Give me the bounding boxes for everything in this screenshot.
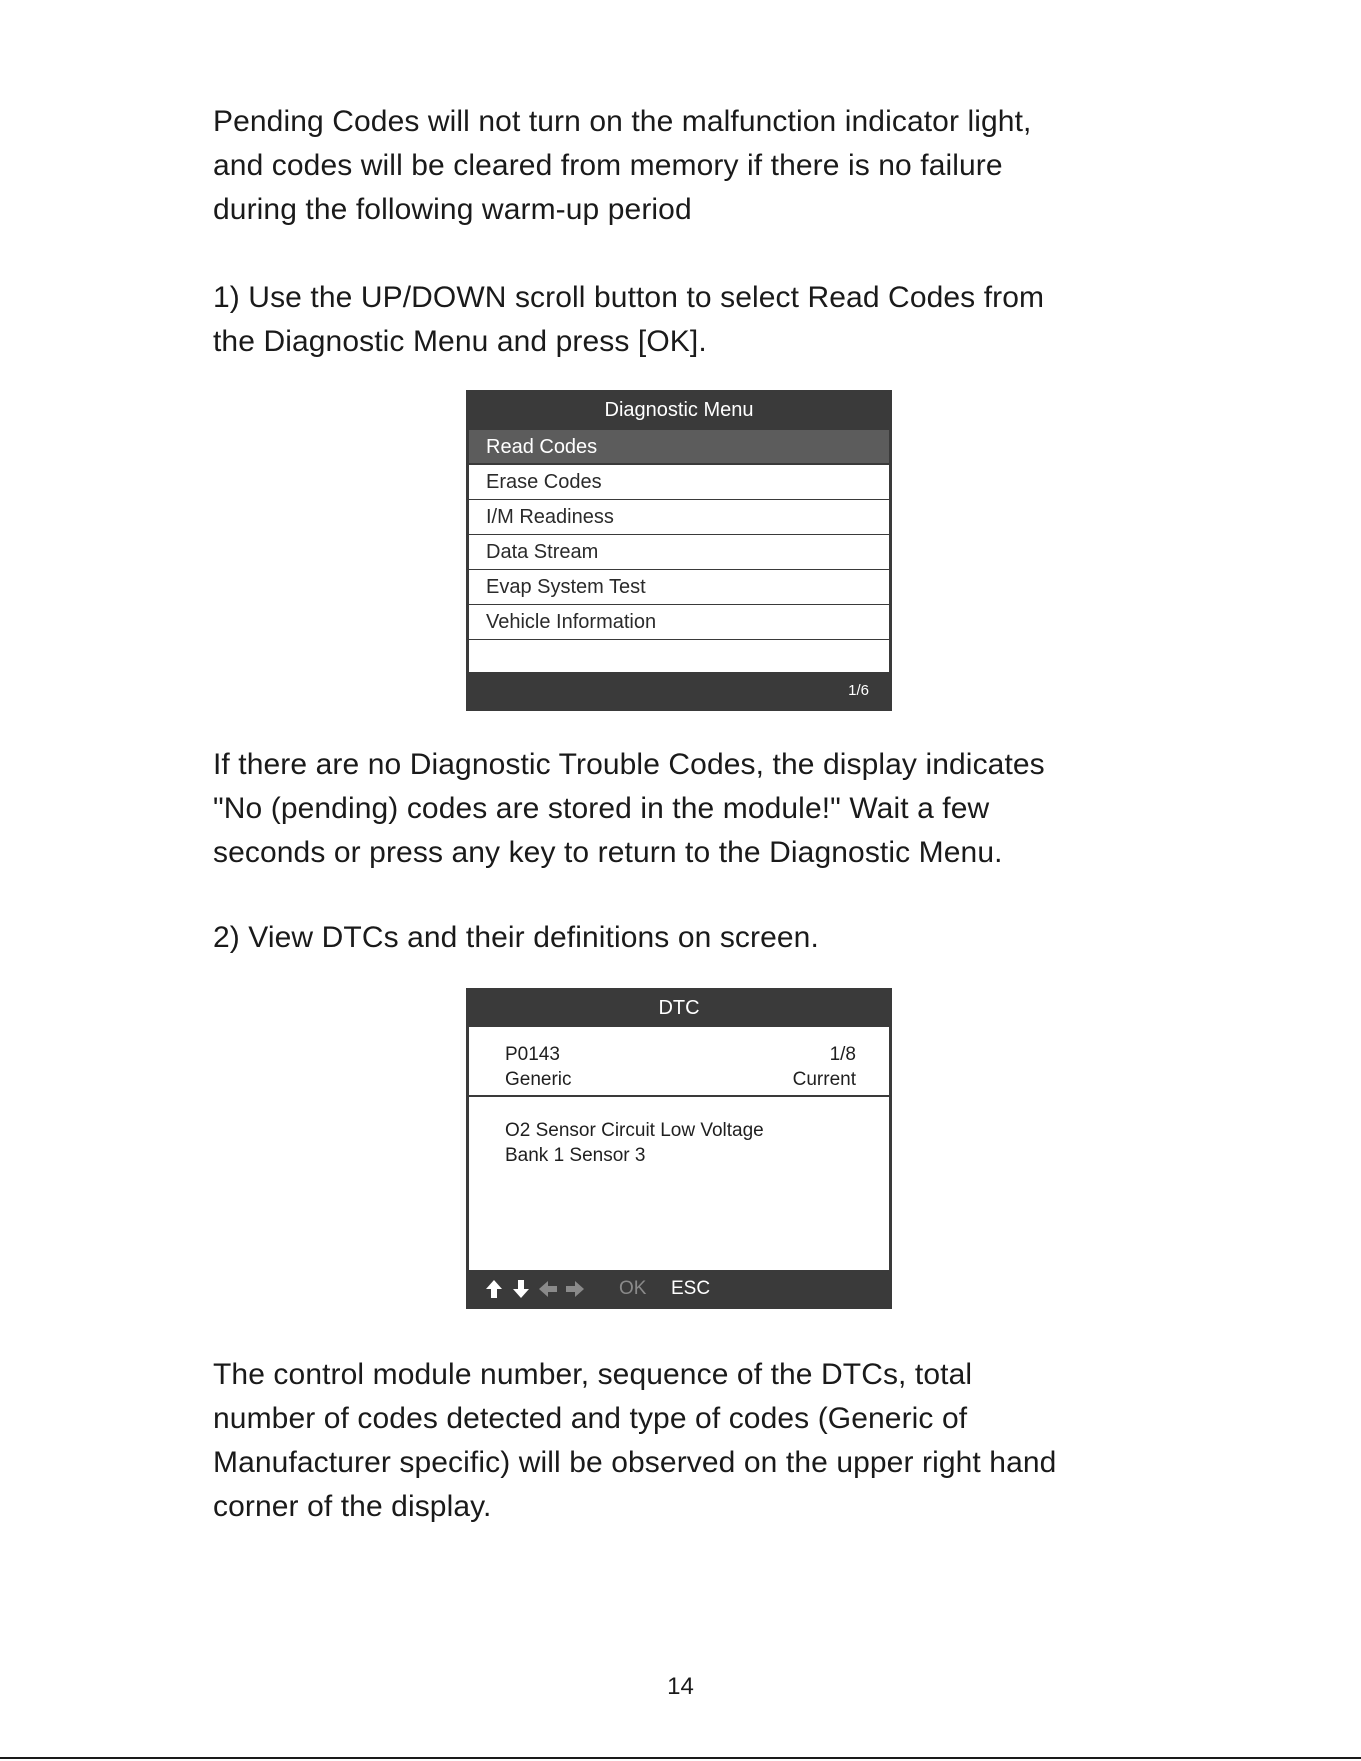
closing-paragraph [213, 1353, 1173, 1529]
menu-item-evap-system-test[interactable]: Evap System Test [469, 570, 889, 605]
arrow-left-icon[interactable] [537, 1278, 559, 1300]
text-line: 1) Use the UP/DOWN scroll button to select Read Codes from [213, 281, 1045, 314]
page-number: 14 [667, 1673, 694, 1700]
menu-item-data-stream[interactable]: Data Stream [469, 535, 889, 570]
no-codes-paragraph [213, 743, 1173, 875]
dtc-footer [466, 1270, 892, 1306]
screen-title: DTC [466, 988, 892, 1027]
page-indicator: 1/6 [848, 682, 869, 699]
arrow-right-icon[interactable] [564, 1278, 586, 1300]
menu-item-empty [469, 640, 889, 674]
menu-list [469, 430, 889, 674]
screen-footer [466, 672, 892, 708]
dtc-code: P0143 [505, 1044, 560, 1065]
menu-item-vehicle-information[interactable]: Vehicle Information [469, 605, 889, 640]
text-line: 2) View DTCs and their definitions on screen. [213, 921, 819, 954]
text-line: The control module number, sequence of the DTCs, total [213, 1358, 973, 1391]
step-1-instruction [213, 276, 1173, 364]
arrow-up-icon[interactable] [483, 1278, 505, 1300]
bottom-rule [0, 1757, 1361, 1759]
text-line: corner of the display. [213, 1490, 492, 1523]
menu-item-erase-codes[interactable]: Erase Codes [469, 465, 889, 500]
dtc-definition [469, 1097, 889, 1168]
text-line: Manufacturer specific) will be observed on the upper right hand [213, 1446, 1057, 1479]
text-line: Pending Codes will not turn on the malfunction indicator light, [213, 105, 1032, 138]
screen-title: Diagnostic Menu [466, 390, 892, 430]
ok-key[interactable]: OK [619, 1278, 647, 1299]
intro-paragraph [213, 100, 1173, 232]
dtc-sequence: 1/8 [829, 1044, 856, 1065]
menu-item-im-readiness[interactable]: I/M Readiness [469, 500, 889, 535]
definition-line: Bank 1 Sensor 3 [505, 1145, 646, 1166]
text-line: If there are no Diagnostic Trouble Codes, the display indicates [213, 748, 1045, 781]
text-line: number of codes detected and type of codes (Generic of [213, 1402, 968, 1435]
dtc-status: Current [792, 1069, 856, 1090]
menu-item-read-codes[interactable]: Read Codes [469, 430, 889, 465]
definition-line: O2 Sensor Circuit Low Voltage [505, 1120, 764, 1141]
diagnostic-menu-screen [466, 390, 892, 711]
arrow-down-icon[interactable] [510, 1278, 532, 1300]
dtc-header [469, 1027, 889, 1097]
text-line: seconds or press any key to return to the Diagnostic Menu. [213, 836, 1003, 869]
esc-key[interactable]: ESC [671, 1278, 711, 1299]
text-line: "No (pending) codes are stored in the module!" Wait a few [213, 792, 990, 825]
text-line: and codes will be cleared from memory if there is no failure [213, 149, 1003, 182]
text-line: the Diagnostic Menu and press [OK]. [213, 325, 707, 358]
step-2-instruction [213, 916, 1173, 960]
text-line: during the following warm-up period [213, 193, 692, 226]
dtc-code-type: Generic [505, 1069, 572, 1090]
dtc-screen [466, 988, 892, 1309]
